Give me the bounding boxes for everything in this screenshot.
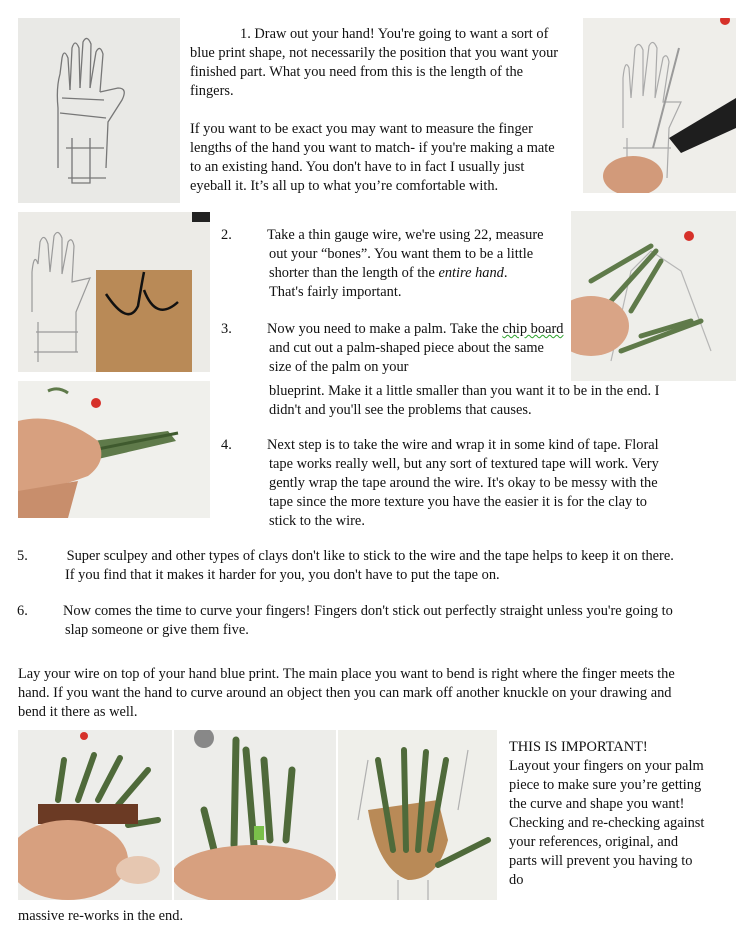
important-tail (18, 907, 318, 926)
step-5-text: Super sculpey and other types of clays don't like to stick to the wire and the tape helps to keep it on there. If you find that it makes it harder for you, you don't have to put the tape on. (63, 548, 674, 583)
step-1-number: 1. (240, 26, 251, 42)
important-heading: THIS IS IMPORTANT! (509, 739, 648, 755)
step-1-extra: If you want to be exact you may want to measure the finger lengths of the hand you want to match- if you're making a mate to an existing hand. You don't have to in fact I usually just eyeball it. It’s all up to what you’re comfortable with. (190, 121, 555, 194)
important-text: Layout your fingers on your palm piece to make sure you’re getting the curve and shape you want! Checking and re-checking against your references, original, and parts will prevent you having to do (509, 758, 705, 888)
step-6-text: Now comes the time to curve your fingers! Fingers don't stick out perfectly straight unless you're going to slap someone or give them five. (63, 603, 673, 638)
photo-wire-bones (571, 211, 736, 381)
photo-layout-fingers (338, 730, 497, 900)
step-3-text-c: blueprint. Make it a little smaller than you want it to be in the end. I didn't and you'll see the problems that causes. (269, 383, 660, 418)
step-3-continued (269, 382, 674, 420)
step-3 (221, 320, 565, 377)
step-2-emphasis: entire hand (438, 265, 504, 281)
step-4 (221, 436, 675, 531)
step-1 (190, 25, 565, 196)
step-2-text-b: . That's fairly important. (269, 265, 508, 300)
step-3-text-b: and cut out a palm-shaped piece about the same size of the palm on your (269, 340, 544, 375)
important-tail-text: massive re-works in the end. (18, 908, 184, 924)
photo-hand-sketch (18, 18, 180, 203)
step-3-number: 3. (221, 321, 232, 337)
lay-wire-text: Lay your wire on top of your hand blue print. The main place you want to bend is right where the finger meets the hand. If you want the hand to curve around an object then you can mark off another knuckle on your drawing and bend it there as well. (18, 666, 675, 720)
important-note (509, 738, 709, 890)
step-2 (221, 226, 545, 302)
step-1-text: Draw out your hand! You're going to want a sort of blue print shape, not necessarily the position that you want your finished part. What you need from this is the length of the fingers. (190, 26, 559, 99)
photo-taped-wire (18, 381, 210, 518)
step-2-text-a: Take a thin gauge wire, we're using 22, measure out your “bones”. You want them to be a little shorter than the length of the (267, 227, 544, 281)
step-6-number: 6. (17, 603, 28, 619)
photo-curved-fingers (174, 730, 336, 900)
step-6 (17, 602, 681, 640)
photo-chipboard-palm (18, 212, 210, 372)
step-4-number: 4. (221, 437, 232, 453)
step-3-text-a: Now you need to make a palm. Take the (267, 321, 503, 337)
lay-wire-paragraph (18, 665, 683, 722)
photo-fingers-on-palm (18, 730, 172, 900)
hand-sketch-icon (18, 18, 180, 203)
step-5 (17, 547, 681, 585)
step-4-text: Next step is to take the wire and wrap it in some kind of tape. Floral tape works really well, but any sort of textured tape will work. Very gently wrap the tape around the wire. It's okay to be messy with the tape since the more texture you have the easier it is for the clay to stick to the wire. (267, 437, 659, 529)
step-3-underlined: chip board (502, 321, 564, 337)
step-5-number: 5. (17, 548, 28, 564)
photo-pen-tracing (583, 18, 736, 193)
step-2-number: 2. (221, 227, 232, 243)
